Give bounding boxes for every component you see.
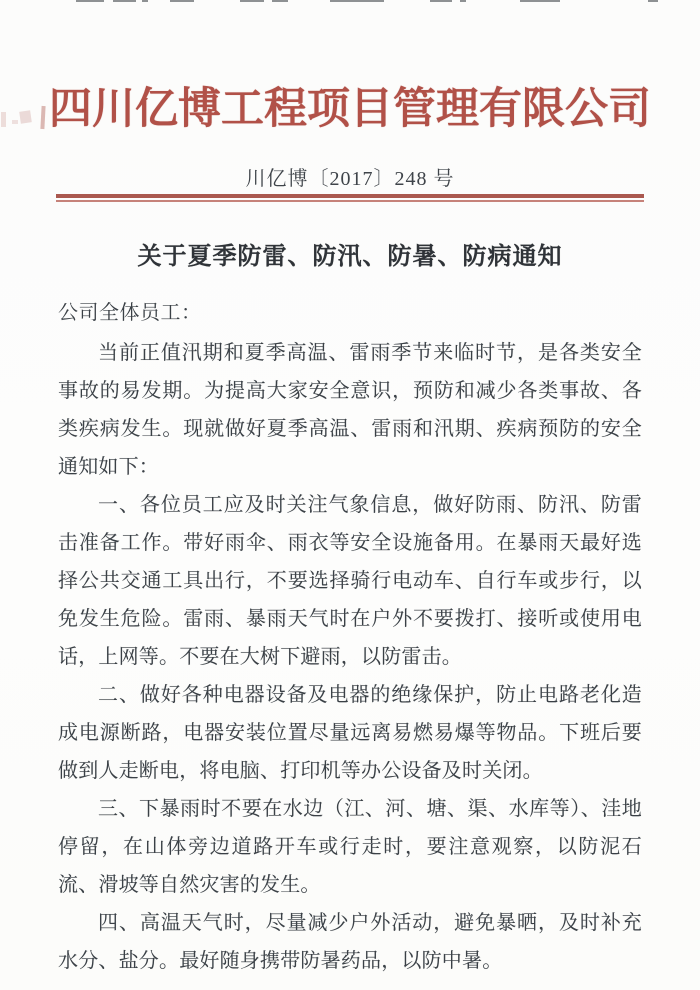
divider-thick-line	[56, 194, 644, 198]
scan-artifact	[460, 0, 466, 2]
body-paragraph-item-2: 二、做好各种电器设备及电器的绝缘保护，防止电路老化造成电源断路，电器安装位置尽量远离易燃易爆等物品。下班后要做到人走断电，将电脑、打印机等办公设备及时关闭。	[58, 684, 642, 783]
body-paragraph-intro: 当前正值汛期和夏季高温、雷雨季节来临时节，是各类安全事故的易发期。为提高大家安全意识，预防和减少各类事故、各类疾病发生。现就做好夏季高温、雷雨和汛期、疾病预防的安全通知如下：	[58, 342, 642, 479]
body-paragraph-item-3: 三、下暴雨时不要在水边（江、河、塘、渠、水库等）、洼地停留，在山体旁边道路开车或行走时，要注意观察，以防泥石流、滑坡等自然灾害的发生。	[58, 798, 642, 897]
salutation: 公司全体员工：	[58, 302, 202, 325]
scan-artifact	[430, 0, 452, 2]
scan-artifact	[520, 0, 560, 2]
scan-artifact	[76, 0, 104, 2]
scan-artifact	[170, 0, 194, 2]
body-paragraph-item-1: 一、各位员工应及时关注气象信息，做好防雨、防汛、防雷击准备工作。带好雨伞、雨衣等安全设施备用。在暴雨天最好选择公共交通工具出行，不要选择骑行电动车、自行车或步行，以免发生危险。雷雨、暴雨天气时在户外不要拨打、接听或使用电话，上网等。不要在大树下避雨，以防雷击。	[58, 494, 642, 669]
scan-artifact	[272, 0, 288, 2]
notice-body	[58, 300, 642, 980]
notice-title: 关于夏季防雷、防汛、防暑、防病通知	[137, 244, 563, 271]
scan-artifact	[648, 0, 658, 2]
doc-number: 川亿博〔2017〕248 号	[245, 168, 455, 191]
scan-artifact	[240, 0, 264, 2]
company-name: 四川亿博工程项目管理有限公司	[49, 86, 651, 133]
header-divider	[56, 194, 644, 202]
scan-artifact	[142, 0, 148, 2]
scan-artifact	[330, 0, 384, 2]
ghost-artifact	[19, 110, 32, 123]
scan-artifact	[113, 0, 136, 2]
ghost-artifact	[1, 112, 6, 127]
body-paragraph-item-4: 四、高温天气时，尽量减少户外活动，避免暴晒，及时补充水分、盐分。最好随身携带防暑药品，以防中暑。	[58, 912, 642, 973]
ghost-artifact	[12, 120, 18, 124]
divider-thin-line	[56, 200, 644, 202]
